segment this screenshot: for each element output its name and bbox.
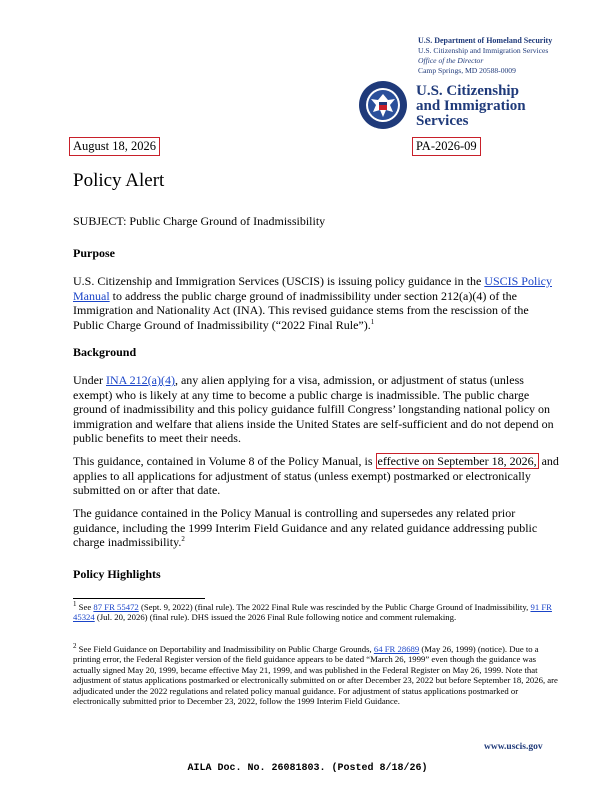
wordmark-line-3: Services: [416, 113, 469, 129]
footnote-2-text-2: (May 26, 1999) (notice). Due to a printing error, the Federal Register version of the field guidance appears to be dated “March 26, 1999” even though the guidance was actually signed May 20, 1999, became effective May 21, 1999, and was published in the Federal Register on May 26, 1999. Note that adjustment of status applications postmarked or electronically submitted on or after December 23, 2022 but before September 18, 2026, are adjudicated under the 2022 regulations and related policy manual guidance. For adjustment of status applications postmarked or electronically submitted prior to December 23, 2022, follow the 1999 Interim Field Guidance.: [73, 644, 558, 707]
footnote-1-text-1: See: [76, 602, 94, 612]
subject-line: SUBJECT: Public Charge Ground of Inadmissibility: [73, 214, 326, 228]
background-text-2: , any alien applying for a visa, admission, or adjustment of status (unless exempt) who is likely at any time to become a public charge is inadmissible. The public charge ground of inadmissibility and this policy guidance fulfill Congress’ longstanding national policy on immigration and welfare that aliens inside the United States are self-sufficient and do not depend on public benefits to meet their needs.: [73, 373, 554, 446]
wordmark-line-2: and Immigration: [416, 98, 526, 114]
background-paragraph-1: [73, 373, 559, 446]
background-text-1: Under: [73, 373, 106, 387]
wordmark-line-1: U.S. Citizenship: [416, 83, 519, 99]
footnote-divider: [73, 598, 205, 599]
agency-header: [418, 36, 552, 76]
uscis-policy-manual-link[interactable]: USCIS Policy Manual: [73, 274, 552, 303]
footnote-ref-2[interactable]: 2: [181, 535, 185, 544]
footnote-1-number: 1: [73, 600, 77, 609]
effective-date-highlight: effective on September 18, 2026,: [377, 454, 537, 468]
effective-text-1: This guidance, contained in Volume 8 of the Policy Manual, is: [73, 454, 376, 468]
footnote-1-text-3: (Jul. 20, 2026) (final rule). DHS issued the 2026 Final Rule following notice and comment rulemaking.: [94, 612, 457, 623]
footnote-2-text-1: See Field Guidance on Deportability and Inadmissibility on Public Charge Grounds,: [76, 644, 374, 654]
office-address: Camp Springs, MD 20588-0009: [418, 66, 516, 75]
footnote-2-number: 2: [73, 642, 77, 651]
background-paragraph-2: [73, 454, 559, 498]
department-name: U.S. Department of Homeland Security: [418, 36, 553, 45]
aila-doc-number: AILA Doc. No. 26081803. (Posted 8/18/26): [187, 763, 428, 774]
memo-number: PA-2026-09: [412, 137, 481, 156]
effective-text-2: and applies to all applications for adjustment of status (unless exempt) postmarked or electronically submitted on or after that date.: [73, 454, 559, 498]
purpose-text-1: U.S. Citizenship and Immigration Services (USCIS) is issuing policy guidance in the: [73, 274, 485, 288]
footnote-1-text-2: (Sept. 9, 2022) (final rule). The 2022 Final Rule was rescinded by the Public Charge Ground of Inadmissibility,: [138, 602, 531, 612]
page-title: Policy Alert: [73, 170, 165, 191]
footnote-1: [73, 602, 561, 623]
footnote-ref-1[interactable]: 1: [370, 317, 375, 326]
highlights-heading: Policy Highlights: [73, 567, 161, 581]
office-name: Office of the Director: [418, 56, 484, 65]
purpose-text-2: to address the public charge ground of inadmissibility under section 212(a)(4) of the Immigration and Nationality Act (INA). This revised guidance stems from the rescission of the Public Charge Ground of Inadmissibility (“2022 Final Rule”).: [73, 288, 529, 332]
footnote-2: [73, 644, 561, 706]
website-footer: www.uscis.gov: [484, 742, 543, 752]
memo-date: August 18, 2026: [69, 137, 160, 156]
purpose-heading: Purpose: [73, 246, 115, 260]
background-heading: Background: [73, 345, 137, 359]
purpose-paragraph: [73, 274, 559, 332]
uscis-wordmark: [416, 84, 526, 129]
fr-28689-link[interactable]: 64 FR 28689: [373, 644, 420, 654]
component-name: U.S. Citizenship and Immigration Services: [418, 46, 549, 55]
background-paragraph-3: [73, 506, 559, 550]
ina-212-link[interactable]: INA 212(a)(4): [106, 373, 175, 387]
dhs-seal-icon: [358, 80, 408, 130]
fr-45324-link[interactable]: 91 FR 45324: [73, 602, 552, 623]
guidance-text: The guidance contained in the Policy Manual is controlling and supersedes any related prior guidance, including the 1999 Interim Field Guidance and any related guidance addressing public charge inadmissibility.: [73, 506, 538, 550]
fr-55472-link[interactable]: 87 FR 55472: [93, 602, 139, 612]
